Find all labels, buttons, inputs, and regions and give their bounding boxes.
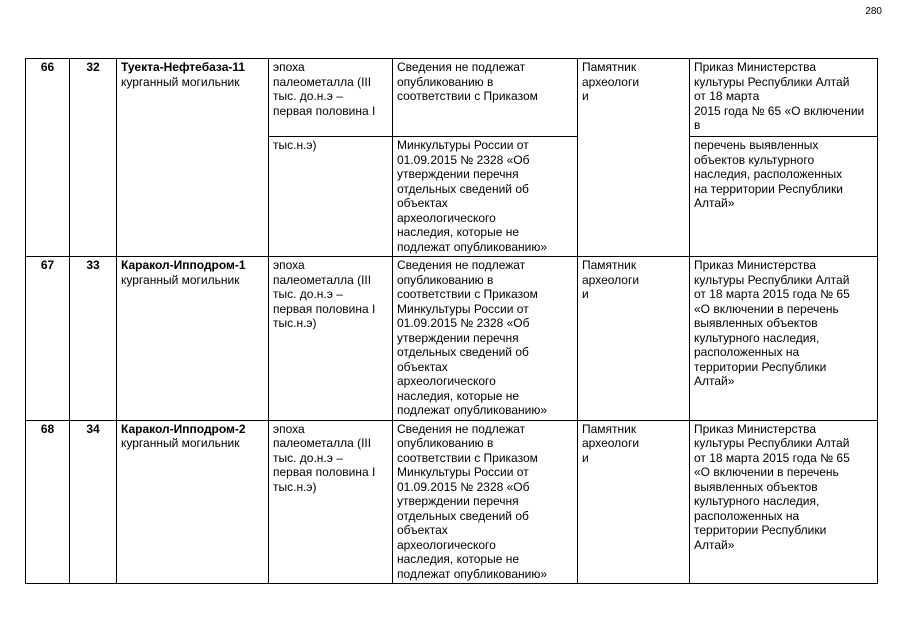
- table-row: [26, 420, 878, 584]
- object-type: курганный могильник: [121, 272, 240, 287]
- category-cell: Памятник археологи и: [578, 59, 690, 257]
- document-cell: Приказ Министерства культуры Республики Алтай от 18 марта 2015 года № 65 «О включении в перечень выявленных объектов культурного наследия, расположенных на территории Республики Алтай»: [690, 257, 878, 421]
- object-name-cell: [117, 257, 269, 421]
- page-number: 280: [865, 6, 882, 17]
- dating-cell: эпоха палеометалла (III тыс. до.н.э – первая половина I тыс.н.э): [269, 420, 393, 584]
- object-type: курганный могильник: [121, 436, 240, 450]
- document-cell-continued: перечень выявленных объектов культурного наследия, расположенных на территории Республики Алтай»: [690, 137, 878, 257]
- info-cell-continued: Минкультуры России от 01.09.2015 № 2328 «Об утверждении перечня отдельных сведений об объектах археологического наследия, которые не подлежат опубликованию»: [393, 137, 578, 257]
- info-cell: Сведения не подлежат опубликованию в соответствии с Приказом Минкультуры России от 01.09.2015 № 2328 «Об утверждении перечня отдельных сведений об объектах археологического наследия, которые не подлежат опубликованию»: [393, 420, 578, 584]
- table-row: [26, 59, 878, 137]
- object-name-cell: [117, 59, 269, 257]
- object-name: Каракол-Ипподром-1: [121, 258, 246, 272]
- info-cell: Сведения не подлежат опубликованию в соответствии с Приказом: [393, 59, 578, 137]
- row-sub-number: 33: [70, 257, 117, 421]
- info-cell: Сведения не подлежат опубликованию в соответствии с Приказом Минкультуры России от 01.09.2015 № 2328 «Об утверждении перечня отдельных сведений об объектах археологического наследия, которые не подлежат опубликованию»: [393, 257, 578, 421]
- row-number: 68: [26, 420, 70, 584]
- category-cell: Памятник археологи и: [578, 420, 690, 584]
- category-cell: Памятник археологи и: [578, 257, 690, 421]
- object-name-cell: [117, 420, 269, 584]
- row-sub-number: 32: [70, 59, 117, 257]
- row-number: 67: [26, 257, 70, 421]
- dating-cell-continued: тыс.н.э): [269, 137, 393, 257]
- dating-cell: эпоха палеометалла (III тыс. до.н.э – первая половина I тыс.н.э): [269, 257, 393, 421]
- heritage-registry-table: [25, 58, 878, 584]
- table-row: [26, 257, 878, 421]
- object-type: курганный могильник: [121, 74, 240, 89]
- object-name: Туекта-Нефтебаза-11: [121, 60, 246, 74]
- row-number: 66: [26, 59, 70, 257]
- dating-cell: эпоха палеометалла (III тыс. до.н.э – первая половина I: [269, 59, 393, 137]
- row-sub-number: 34: [70, 420, 117, 584]
- document-cell: Приказ Министерства культуры Республики Алтай от 18 марта 2015 года № 65 «О включении в перечень выявленных объектов культурного наследия, расположенных на территории Республики Алтай»: [690, 420, 878, 584]
- object-name: Каракол-Ипподром-2: [121, 421, 246, 436]
- document-cell: Приказ Министерства культуры Республики Алтай от 18 марта 2015 года № 65 «О включении в: [690, 59, 878, 137]
